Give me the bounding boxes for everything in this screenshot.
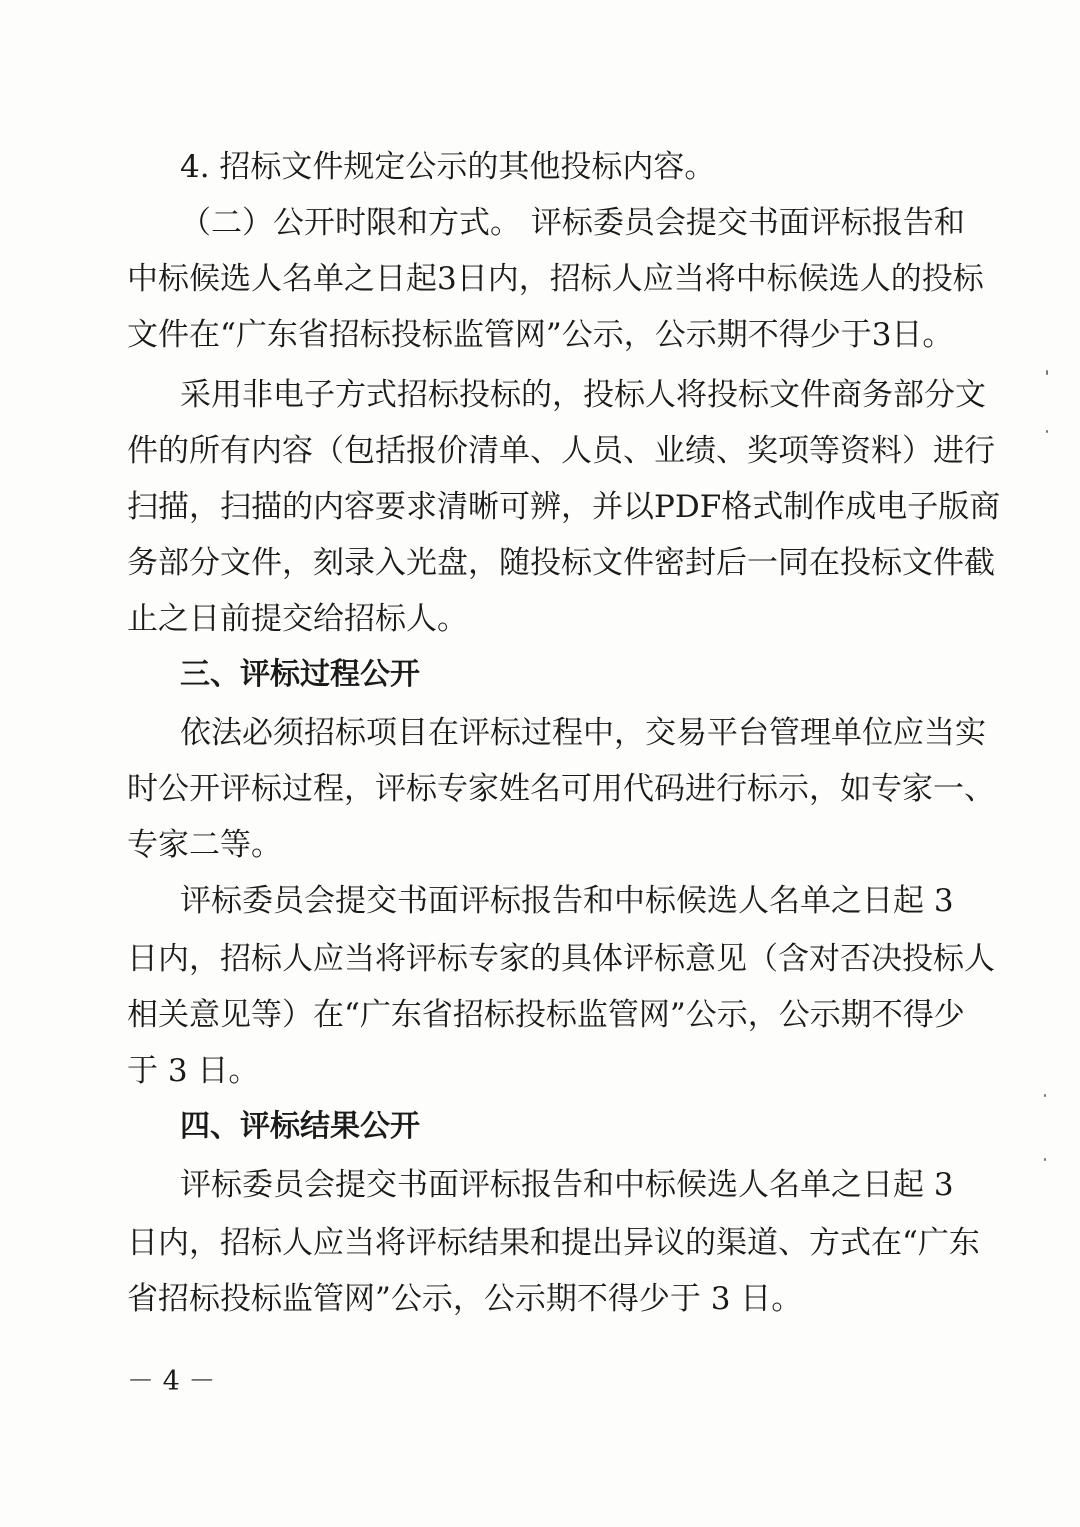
paragraph-line-evaluation-result-3: 省招标投标监管网”公示，公示期不得少于 3 日。	[127, 1281, 803, 1317]
paragraph-line-disclosure-period-2: 中标候选人名单之日起3日内，招标人应当将中标候选人的投标	[127, 261, 984, 297]
section-heading-evaluation-result: 四、评标结果公开	[180, 1109, 420, 1144]
page-number: － 4 －	[127, 1366, 216, 1397]
scan-speck	[1046, 430, 1048, 433]
paragraph-line-non-electronic-5: 止之日前提交给招标人。	[127, 601, 468, 637]
paragraph-line-disclosure-period-3: 文件在“广东省招标投标监管网”公示，公示期不得少于3日。	[127, 317, 954, 353]
paragraph-line-disclosure-period-1: （二）公开时限和方式。 评标委员会提交书面评标报告和	[180, 205, 965, 241]
scan-speck	[1046, 370, 1048, 375]
paragraph-line-evaluation-result-1: 评标委员会提交书面评标报告和中标候选人名单之日起 3	[180, 1167, 954, 1203]
paragraph-line-evaluation-process-3: 专家二等。	[127, 827, 282, 863]
scan-speck	[1044, 1094, 1046, 1097]
paragraph-line-non-electronic-2: 件的所有内容（包括报价清单、人员、业绩、奖项等资料）进行	[127, 433, 995, 469]
paragraph-line-expert-opinion-3: 相关意见等）在“广东省招标投标监管网”公示，公示期不得少	[127, 997, 965, 1033]
paragraph-line-expert-opinion-4: 于 3 日。	[127, 1053, 260, 1089]
paragraph-line-expert-opinion-2: 日内，招标人应当将评标专家的具体评标意见（含对否决投标人	[127, 941, 995, 977]
paragraph-line-evaluation-process-1: 依法必须招标项目在评标过程中，交易平台管理单位应当实	[180, 715, 986, 751]
paragraph-line-expert-opinion-1: 评标委员会提交书面评标报告和中标候选人名单之日起 3	[180, 883, 954, 919]
paragraph-line-non-electronic-4: 务部分文件，刻录入光盘，随投标文件密封后一同在投标文件截	[127, 545, 995, 581]
paragraph-line-non-electronic-3: 扫描，扫描的内容要求清晰可辨，并以PDF格式制作成电子版商	[127, 489, 1001, 525]
section-heading-evaluation-process: 三、评标过程公开	[180, 657, 420, 692]
paragraph-line-item4: 4. 招标文件规定公示的其他投标内容。	[180, 149, 716, 185]
paragraph-line-non-electronic-1: 采用非电子方式招标投标的，投标人将投标文件商务部分文	[180, 377, 986, 413]
scan-speck	[1044, 1158, 1046, 1161]
paragraph-line-evaluation-process-2: 时公开评标过程，评标专家姓名可用代码进行标示，如专家一、	[127, 771, 995, 807]
paragraph-line-evaluation-result-2: 日内，招标人应当将评标结果和提出异议的渠道、方式在“广东	[127, 1225, 980, 1261]
